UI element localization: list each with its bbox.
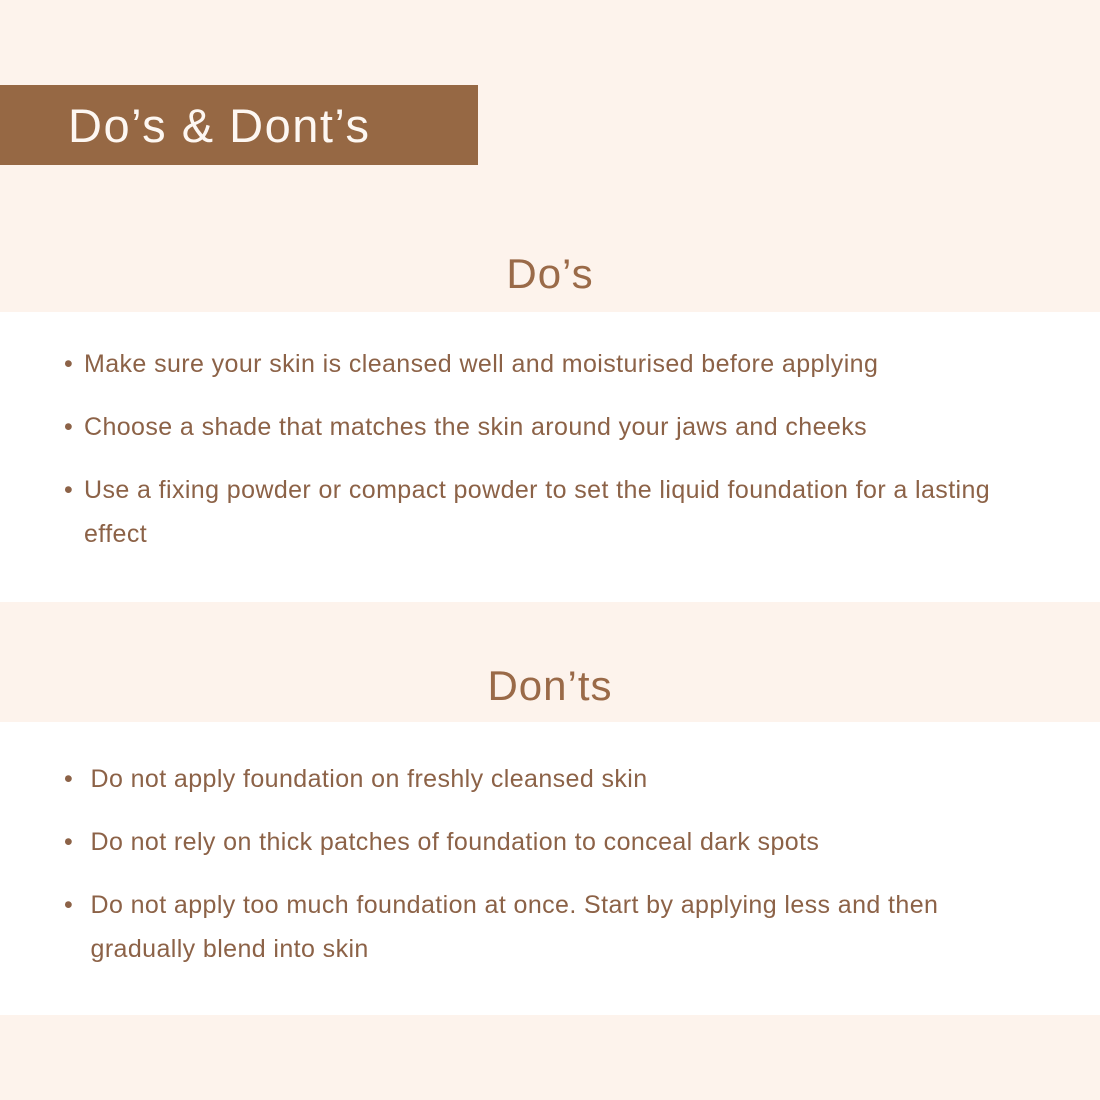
page-title: Do’s & Dont’s [68, 98, 371, 152]
bullet-icon: • [64, 350, 74, 378]
bullet-icon: • [64, 891, 74, 919]
bullet-icon: • [64, 413, 74, 441]
bullet-icon: • [64, 765, 74, 793]
list-item-text: Use a fixing powder or compact powder to set the liquid foundation for a lasting effect [84, 476, 991, 548]
dos-panel [0, 312, 1100, 602]
list-item [64, 405, 1054, 449]
list-item-text: Choose a shade that matches the skin around your jaws and cheeks [84, 413, 867, 441]
list-item-text: Do not apply too much foundation at once. Start by applying less and then gradually blend into skin [90, 891, 939, 963]
bullet-icon: • [64, 476, 74, 504]
list-item-text: Do not rely on thick patches of foundation to conceal dark spots [90, 828, 820, 856]
list-item [64, 757, 1054, 801]
donts-panel [0, 722, 1100, 1015]
title-banner [0, 85, 478, 165]
list-item [64, 820, 1054, 864]
list-item-text: Do not apply foundation on freshly cleansed skin [90, 765, 648, 793]
dos-section-heading: Do’s [506, 250, 594, 297]
donts-section-heading: Don’ts [487, 662, 613, 709]
list-item-text: Make sure your skin is cleansed well and moisturised before applying [84, 350, 879, 378]
list-item [64, 883, 1054, 971]
list-item [64, 468, 1054, 556]
bullet-icon: • [64, 828, 74, 856]
list-item [64, 342, 1054, 386]
